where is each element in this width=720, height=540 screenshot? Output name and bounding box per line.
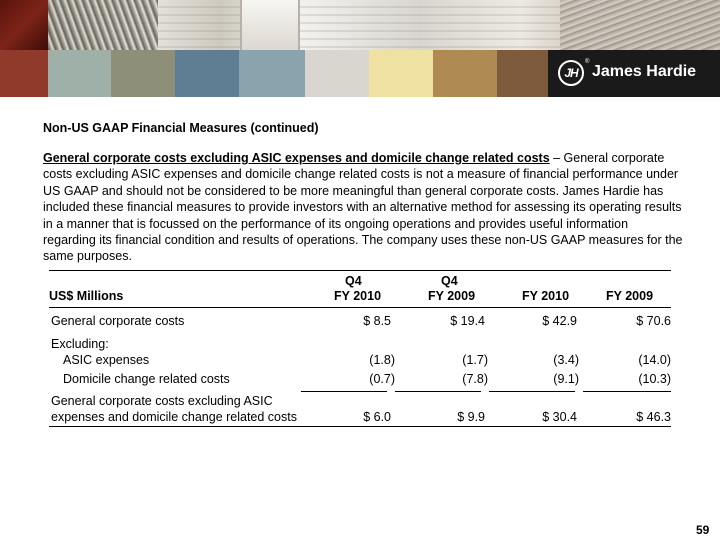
row-general-fy-2009: $ 70.6 <box>636 314 671 328</box>
slide-header <box>0 0 720 97</box>
col4-header: FY 2009 <box>606 289 654 303</box>
header-photo-plants <box>48 0 158 50</box>
color-swatch <box>48 50 111 97</box>
color-swatch <box>305 50 369 97</box>
row-asic-q4-2010: (1.8) <box>369 353 395 367</box>
row-asic-fy-2010: (3.4) <box>553 353 579 367</box>
row-total-q4-2009: $ 9.9 <box>457 410 485 424</box>
row-total-fy-2010: $ 30.4 <box>542 410 577 424</box>
description-paragraph <box>43 150 683 265</box>
col1-header-line2: FY 2010 <box>334 289 382 303</box>
row-general-label: General corporate costs <box>51 314 185 328</box>
row-total-label-line2: expenses and domicile change related costs <box>51 410 297 424</box>
color-swatch-strip <box>0 50 548 97</box>
color-swatch <box>497 50 548 97</box>
registered-mark: ® <box>585 59 590 65</box>
row-general-q4-2010: $ 8.5 <box>363 314 391 328</box>
header-photo-window <box>240 0 300 50</box>
brand-name: James Hardie <box>592 63 697 80</box>
header-photo-roof <box>560 0 720 50</box>
james-hardie-logo-icon <box>558 60 584 86</box>
logo-monogram: JH <box>564 66 578 80</box>
row-domicile-fy-2010: (9.1) <box>553 372 579 386</box>
color-swatch <box>111 50 175 97</box>
row-domicile-q4-2010: (0.7) <box>369 372 395 386</box>
table-bottom-rule <box>49 426 671 427</box>
row-header-label: US$ Millions <box>49 289 124 303</box>
header-photo-brick <box>0 0 48 50</box>
table-header-rule <box>49 307 671 308</box>
row-general-q4-2009: $ 19.4 <box>450 314 485 328</box>
row-domicile-q4-2009: (7.8) <box>462 372 488 386</box>
row-total-q4-2010: $ 6.0 <box>363 410 391 424</box>
subtotal-rule-col2 <box>395 391 481 392</box>
color-swatch <box>175 50 239 97</box>
subtotal-rule-col4 <box>583 391 671 392</box>
row-general-fy-2010: $ 42.9 <box>542 314 577 328</box>
col3-header: FY 2010 <box>522 289 570 303</box>
page-number: 59 <box>696 523 710 537</box>
col2-header-line1: Q4 <box>441 274 458 288</box>
table-top-rule <box>49 270 671 271</box>
row-asic-fy-2009: (14.0) <box>638 353 671 367</box>
color-swatch <box>369 50 433 97</box>
paragraph-body: – General corporate costs excluding ASIC expenses and domicile change related costs is not a measure of financial performance under US GAAP and should not be considered to be more meaningful than general corporate costs. James Hardie has included these financial measures to provide investors with an alternative method for assessing its operating results in a manner that is focussed on the performance of its ongoing operations and provides useful information regarding its financial condition and results of operations. The company uses these non-US GAAP measures for the same purposes. <box>43 151 683 264</box>
col2-header-line2: FY 2009 <box>428 289 476 303</box>
color-swatch <box>433 50 497 97</box>
paragraph-lead: General corporate costs excluding ASIC expenses and domicile change related costs <box>43 151 550 165</box>
subtotal-rule-col3 <box>489 391 575 392</box>
row-total-fy-2009: $ 46.3 <box>636 410 671 424</box>
row-asic-label: ASIC expenses <box>63 353 150 367</box>
color-swatch <box>0 50 48 97</box>
row-excluding-label: Excluding: <box>51 337 109 351</box>
row-domicile-fy-2009: (10.3) <box>638 372 671 386</box>
page-title: Non-US GAAP Financial Measures (continued) <box>43 121 319 135</box>
row-domicile-label: Domicile change related costs <box>63 372 230 386</box>
row-asic-q4-2009: (1.7) <box>462 353 488 367</box>
row-total-label-line1: General corporate costs excluding ASIC <box>51 394 273 408</box>
col1-header-line1: Q4 <box>345 274 362 288</box>
color-swatch <box>239 50 305 97</box>
subtotal-rule-col1 <box>301 391 387 392</box>
header-photo <box>0 0 720 50</box>
